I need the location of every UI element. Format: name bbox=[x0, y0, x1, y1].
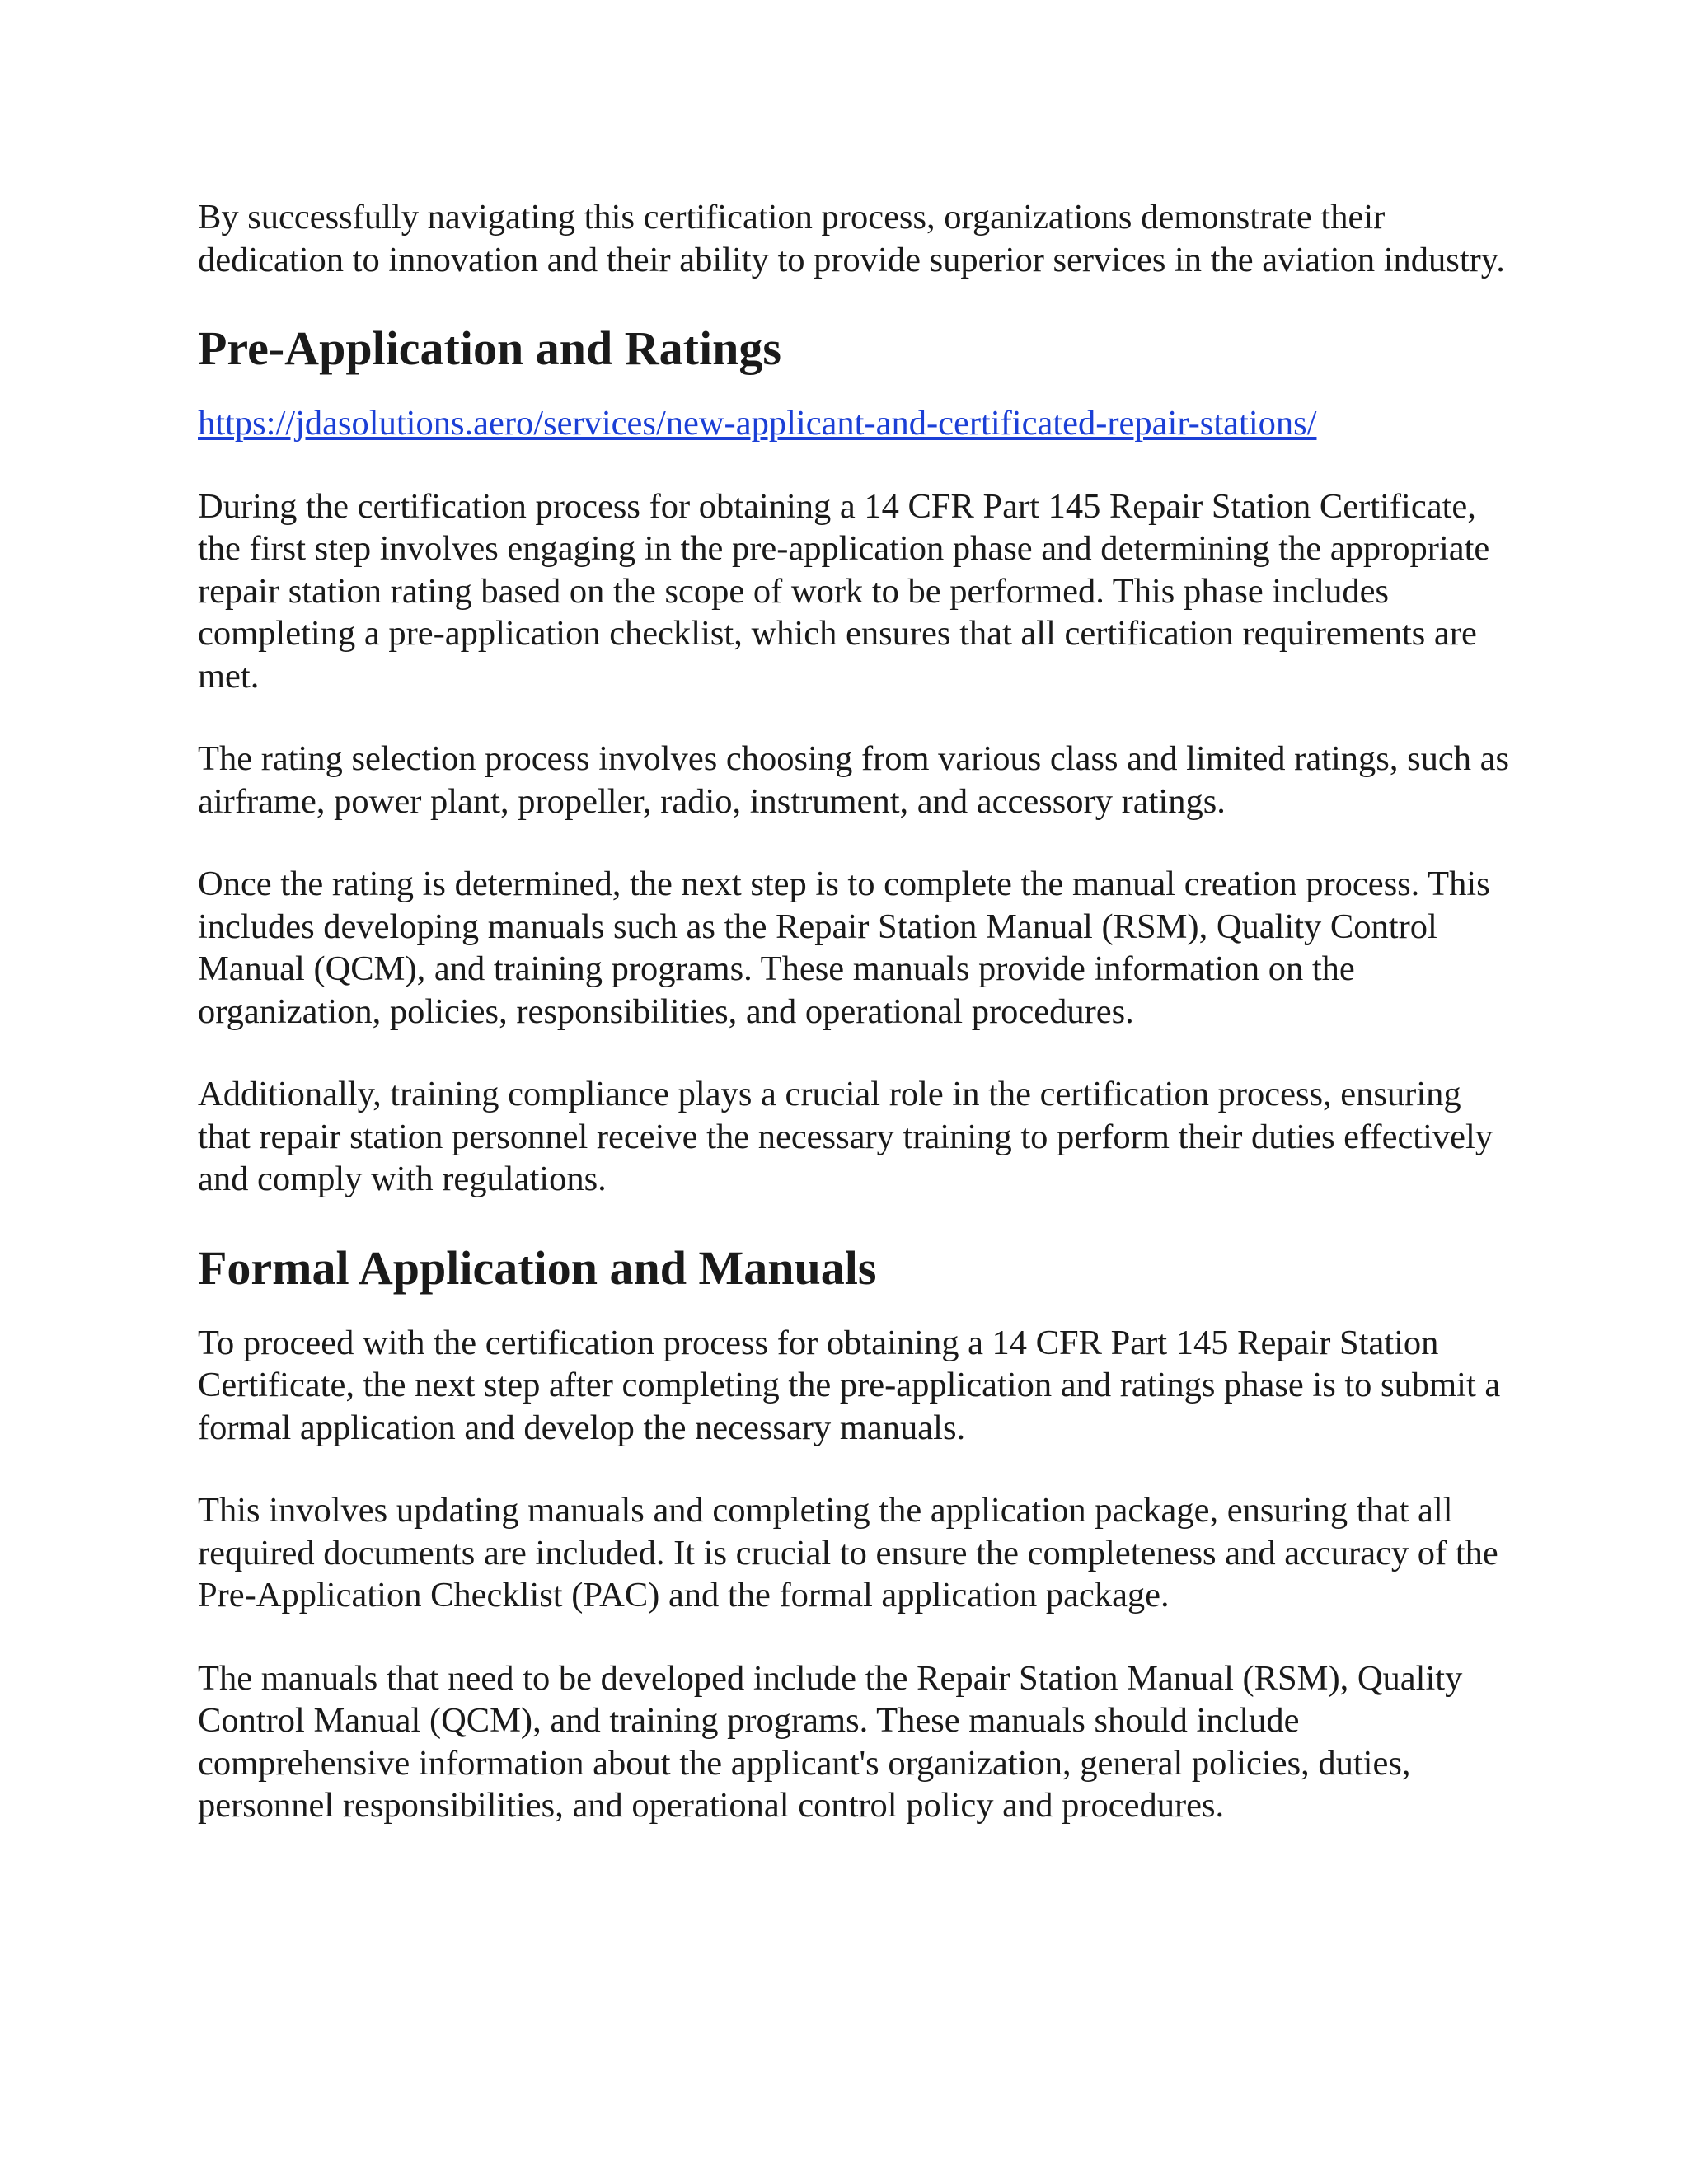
section-heading-pre-application: Pre-Application and Ratings bbox=[198, 321, 781, 375]
paragraph: To proceed with the certification process for obtaining a 14 CFR Part 145 Repair Station Certificate, the next step after completing the pre-application and ratings phase is to submit a formal application and develop the necessary manuals. bbox=[198, 1323, 1501, 1447]
paragraph: Once the rating is determined, the next step is to complete the manual creation process. This includes developing manuals such as the Repair Station Manual (RSM), Quality Control Manual (QCM), and training programs. These manuals provide information on the organization, policies, responsibilities, and operational procedures. bbox=[198, 865, 1490, 1031]
paragraph: The manuals that need to be developed include the Repair Station Manual (RSM), Quality Control Manual (QCM), and training programs. These manuals should include comprehensive information about the applicant's organization, general policies, duties, personnel responsibilities, and operational control policy and procedures. bbox=[198, 1658, 1463, 1825]
paragraph: Additionally, training compliance plays a crucial role in the certification process, ensuring that repair station personnel receive the necessary training to perform their duties effectively and comply with regulations. bbox=[198, 1075, 1493, 1198]
document-page bbox=[198, 196, 1517, 1868]
section-heading-formal-application: Formal Application and Manuals bbox=[198, 1240, 877, 1295]
paragraph: During the certification process for obtaining a 14 CFR Part 145 Repair Station Certificate, the first step involves engaging in the pre-application phase and determining the appropriate repair station rating based on the scope of work to be performed. This phase includes completing a pre-application checklist, which ensures that all certification requirements are met. bbox=[198, 486, 1490, 696]
paragraph: This involves updating manuals and completing the application package, ensuring that all required documents are included. It is crucial to ensure the completeness and accuracy of the Pre-Application Checklist (PAC) and the formal application package. bbox=[198, 1491, 1498, 1615]
intro-paragraph: By successfully navigating this certification process, organizations demonstrate their dedication to innovation and their ability to provide superior services in the aviation industry. bbox=[198, 198, 1505, 279]
paragraph: The rating selection process involves choosing from various class and limited ratings, such as airframe, power plant, propeller, radio, instrument, and accessory ratings. bbox=[198, 739, 1510, 821]
link-paragraph bbox=[198, 402, 1517, 445]
jdasolutions-link[interactable]: https://jdasolutions.aero/services/new-applicant-and-certificated-repair-stations/ bbox=[198, 404, 1317, 443]
